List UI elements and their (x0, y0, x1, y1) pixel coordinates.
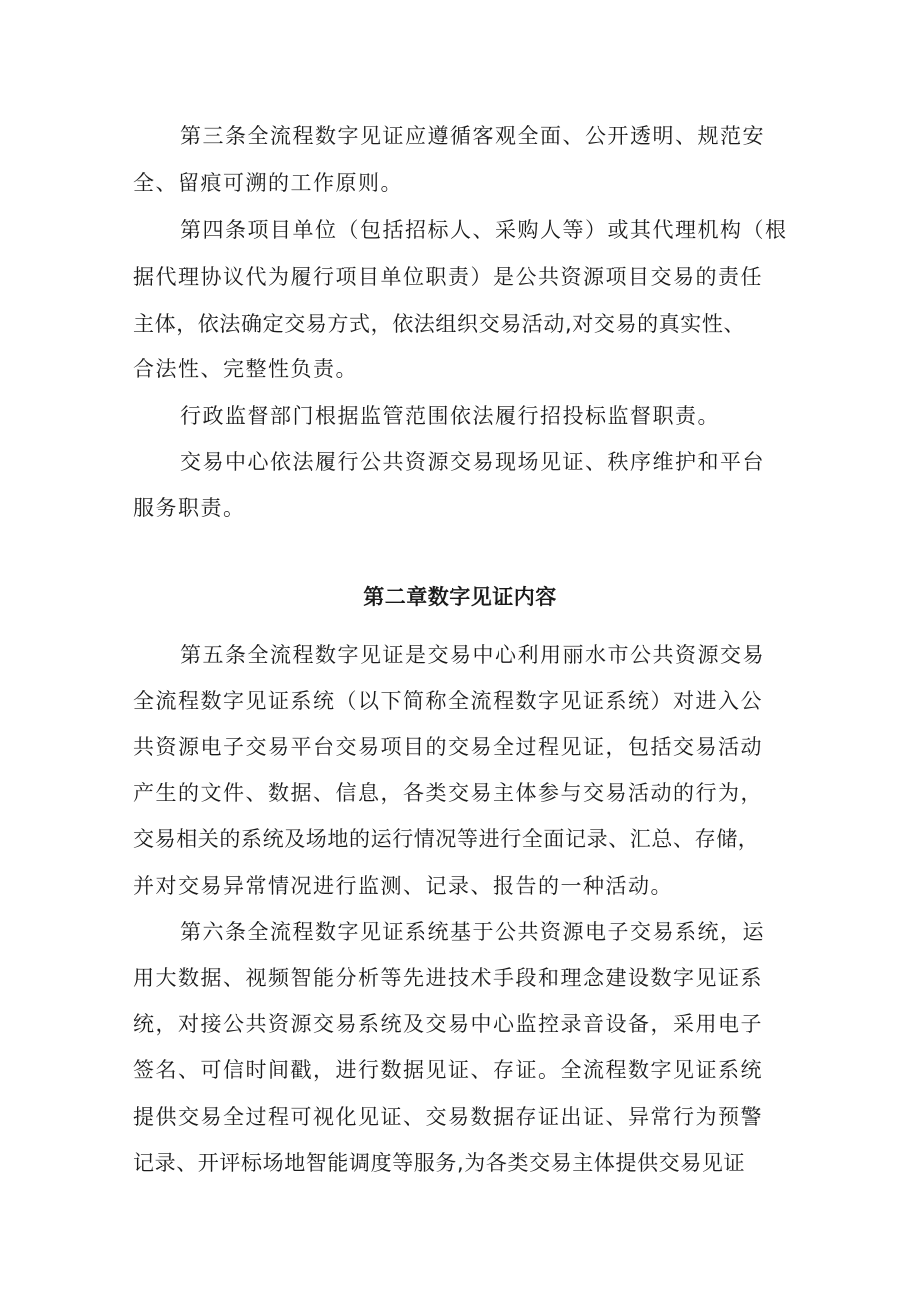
trading-center-line-2: 服务职责。 (133, 496, 246, 520)
article-5-line-1: 第五条全流程数字见证是交易中心利用丽水市公共资源交易 (180, 643, 765, 667)
article-4-line-4: 合法性、完整性负责。 (133, 357, 358, 381)
article-6-line-6: 记录、开评标场地智能调度等服务,为各类交易主体提供交易见证 (133, 1151, 746, 1175)
article-3-line-2: 全、留痕可溯的工作原则。 (133, 171, 403, 195)
article-4-line-2: 据代理协议代为履行项目单位职责）是公共资源项目交易的责任 (133, 265, 763, 289)
article-6-line-2: 用大数据、视频智能分析等先进技术手段和理念建设数字见证系 (133, 966, 763, 990)
article-5-line-5: 交易相关的系统及场地的运行情况等进行全面记录、汇总、存储， (133, 827, 760, 851)
article-4-line-1: 第四条项目单位（包括招标人、采购人等）或其代理机构（根 (180, 218, 788, 242)
article-5-line-2: 全流程数字见证系统（以下简称全流程数字见证系统）对进入公 (133, 689, 763, 713)
supervision-paragraph: 行政监督部门根据监管范围依法履行招投标监督职责。 (180, 404, 720, 428)
article-3-line-1: 第三条全流程数字见证应遵循客观全面、公开透明、规范安 (180, 124, 765, 148)
article-5-line-3: 共资源电子交易平台交易项目的交易全过程见证，包括交易活动 (133, 735, 763, 759)
article-6-line-3: 统，对接公共资源交易系统及交易中心监控录音设备，采用电子 (133, 1012, 763, 1036)
trading-center-line-1: 交易中心依法履行公共资源交易现场见证、秩序维护和平台 (180, 450, 765, 474)
article-4-line-3: 主体，依法确定交易方式，依法组织交易活动,对交易的真实性、 (133, 312, 746, 336)
article-5-line-6: 并对交易异常情况进行监测、记录、报告的一种活动。 (133, 874, 673, 898)
article-6-line-5: 提供交易全过程可视化见证、交易数据存证出证、异常行为预警 (133, 1105, 763, 1129)
article-5-line-4: 产生的文件、数据、信息，各类交易主体参与交易活动的行为， (133, 781, 763, 805)
article-6-line-4: 签名、可信时间戳，进行数据见证、存证。全流程数字见证系统 (133, 1058, 763, 1082)
article-6-line-1: 第六条全流程数字见证系统基于公共资源电子交易系统，运 (180, 920, 765, 944)
chapter-heading: 第二章数字见证内容 (363, 585, 557, 609)
